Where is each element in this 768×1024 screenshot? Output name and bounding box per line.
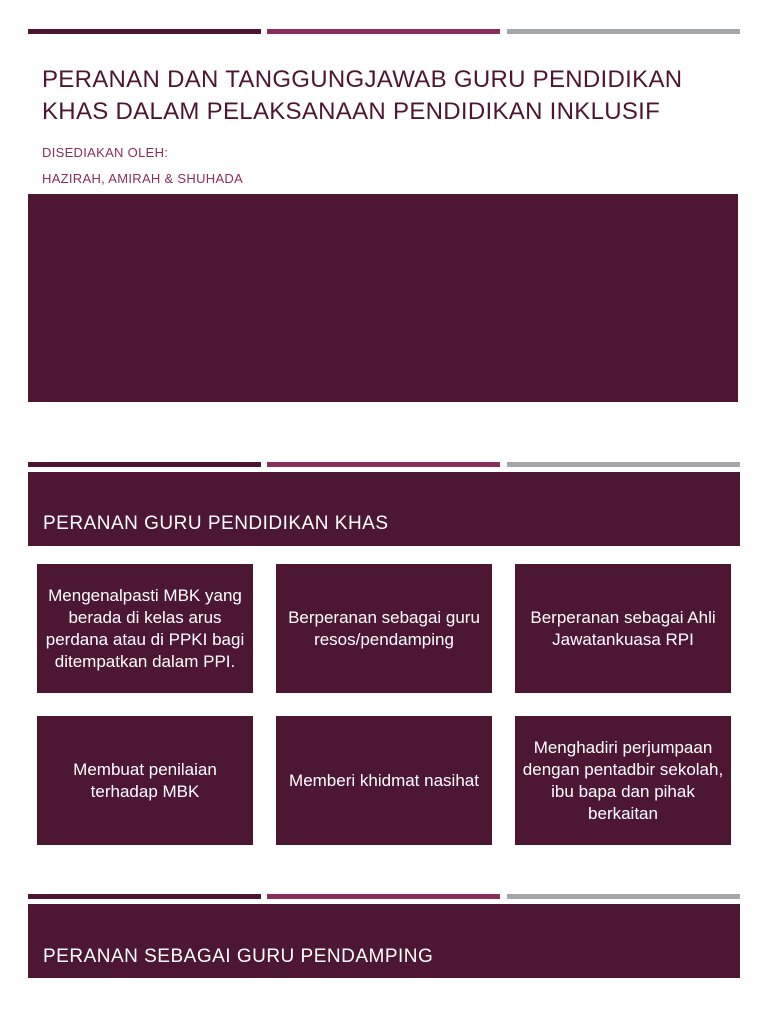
slide1-accent-bars bbox=[28, 29, 740, 35]
accent-bar-magenta bbox=[267, 462, 500, 467]
role-card: Memberi khidmat nasihat bbox=[276, 716, 492, 845]
slide2-heading: PERANAN GURU PENDIDIKAN KHAS bbox=[43, 513, 389, 534]
role-card: Berperanan sebagai guru resos/pendamping bbox=[276, 564, 492, 693]
prepared-by-label: DISEDIAKAN OLEH: bbox=[42, 145, 169, 160]
accent-bar-magenta bbox=[267, 894, 500, 899]
slide3-accent-bars bbox=[28, 894, 740, 900]
role-card: Membuat penilaian terhadap MBK bbox=[37, 716, 253, 845]
role-card: Menghadiri perjumpaan dengan pentadbir sekolah, ibu bapa dan pihak berkaitan bbox=[515, 716, 731, 845]
accent-bar-gray bbox=[507, 894, 740, 899]
accent-bar-gray bbox=[507, 29, 740, 34]
accent-bar-plum bbox=[28, 894, 261, 899]
role-card: Mengenalpasti MBK yang berada di kelas arus perdana atau di PPKI bagi ditempatkan dalam PPI. bbox=[37, 564, 253, 693]
slide3-heading: PERANAN SEBAGAI GURU PENDAMPING bbox=[43, 946, 434, 967]
role-card: Berperanan sebagai Ahli Jawatankuasa RPI bbox=[515, 564, 731, 693]
authors: HAZIRAH, AMIRAH & SHUHADA bbox=[42, 171, 244, 186]
slide1-hero-block bbox=[28, 194, 738, 402]
slide3-heading-banner bbox=[28, 904, 740, 978]
accent-bar-magenta bbox=[267, 29, 500, 34]
accent-bar-plum bbox=[28, 462, 261, 467]
accent-bar-gray bbox=[507, 462, 740, 467]
accent-bar-plum bbox=[28, 29, 261, 34]
slide2-accent-bars bbox=[28, 462, 740, 468]
slide1-title: PERANAN DAN TANGGUNGJAWAB GURU PENDIDIKAN KHAS DALAM PELAKSANAAN PENDIDIKAN INKLUSIF bbox=[42, 66, 683, 125]
slide2-heading-banner bbox=[28, 472, 740, 546]
